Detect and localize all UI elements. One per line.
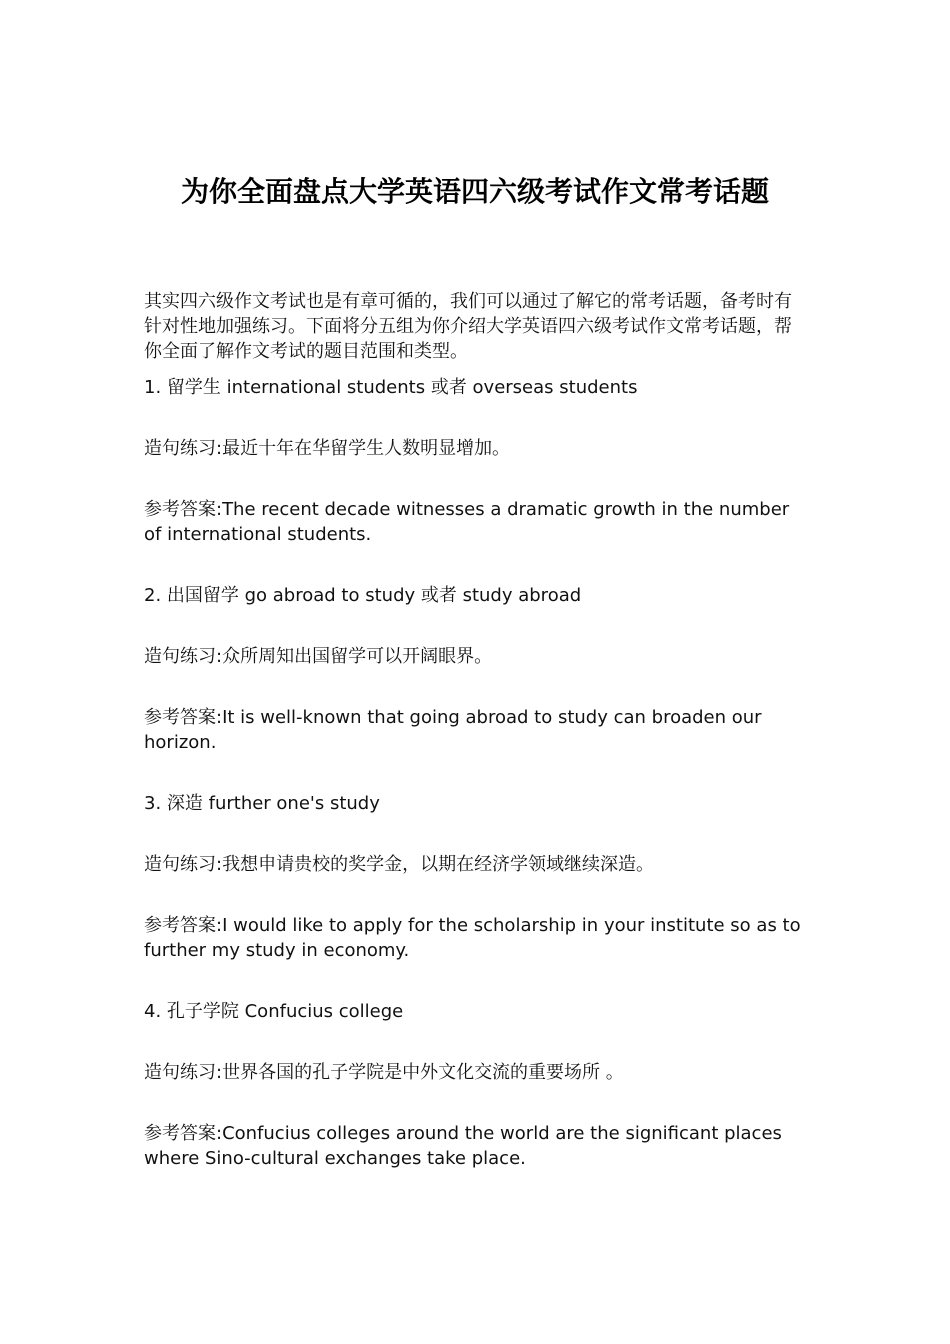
topic-term: 2. 出国留学 go abroad to study 或者 study abroad bbox=[144, 585, 582, 606]
practice-sentence: 造句练习:最近十年在华留学生人数明显增加。 bbox=[144, 438, 511, 459]
topic-term: 3. 深造 further one's study bbox=[144, 793, 380, 814]
topic-item-2 bbox=[144, 583, 809, 755]
topic-item-1 bbox=[144, 375, 809, 547]
topic-item-4 bbox=[144, 999, 809, 1171]
reference-answer: 参考答案:It is well-known that going abroad to study can broaden our horizon. bbox=[144, 707, 762, 753]
document-title: 为你全面盘点大学英语四六级考试作文常考话题 bbox=[180, 175, 769, 208]
document-body bbox=[144, 289, 809, 1207]
topic-term: 4. 孔子学院 Confucius college bbox=[144, 1001, 404, 1022]
reference-answer: 参考答案:I would like to apply for the scholarship in your institute so as to further my study in economy. bbox=[144, 915, 801, 961]
topic-term: 1. 留学生 international students 或者 overseas students bbox=[144, 377, 638, 398]
reference-answer: 参考答案:The recent decade witnesses a dramatic growth in the number of international students. bbox=[144, 499, 790, 545]
reference-answer: 参考答案:Confucius colleges around the world are the significant places where Sino-cultural exchanges take place. bbox=[144, 1123, 782, 1169]
practice-sentence: 造句练习:世界各国的孔子学院是中外文化交流的重要场所 。 bbox=[144, 1062, 624, 1083]
topic-item-3 bbox=[144, 791, 809, 963]
practice-sentence: 造句练习:众所周知出国留学可以开阔眼界。 bbox=[144, 646, 493, 667]
intro-paragraph: 其实四六级作文考试也是有章可循的，我们可以通过了解它的常考话题，备考时有针对性地加强练习。下面将分五组为你介绍大学英语四六级考试作文常考话题，帮你全面了解作文考试的题目范围和类型。 bbox=[144, 291, 792, 362]
practice-sentence: 造句练习:我想申请贵校的奖学金，以期在经济学领域继续深造。 bbox=[144, 854, 655, 875]
